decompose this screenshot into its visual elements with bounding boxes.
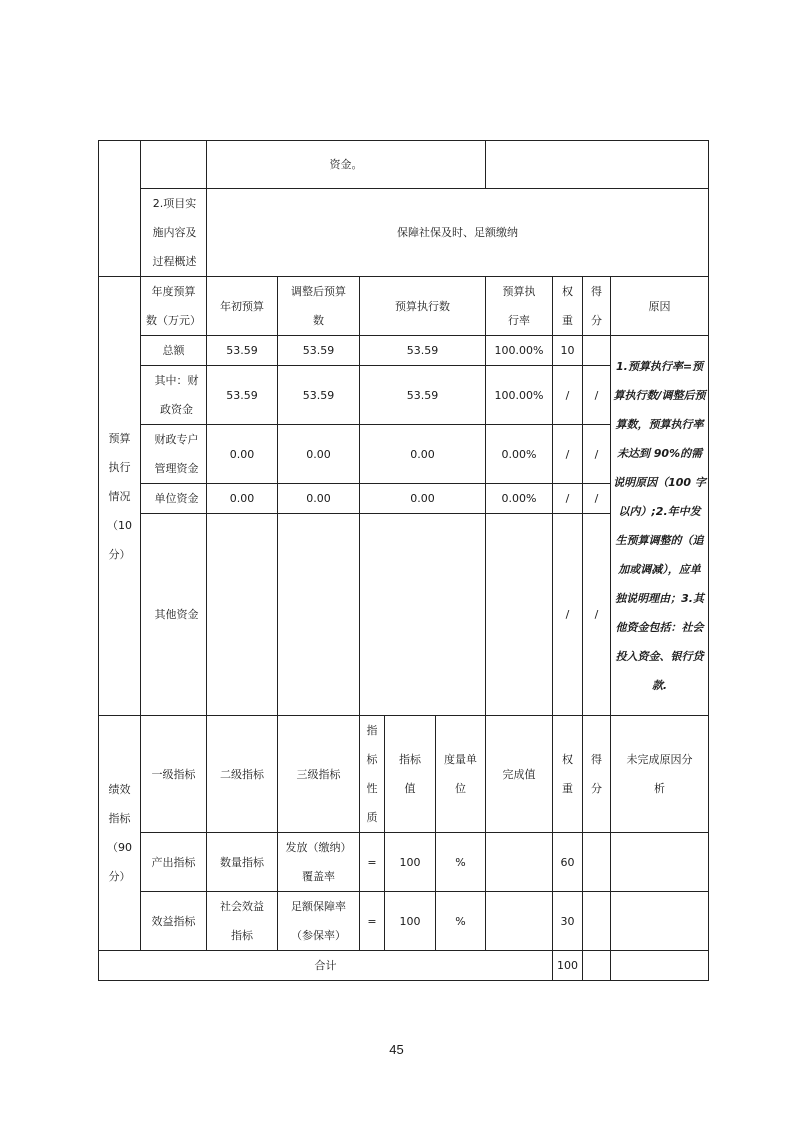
budget-header-row — [99, 277, 709, 336]
continued-text: 资金。 — [207, 141, 486, 189]
header-initial-budget: 年初预算 — [207, 277, 278, 336]
total-score — [583, 951, 611, 981]
budget-row-label: 财政专户 管理资金 — [141, 425, 207, 484]
budget-row-rate: 0.00% — [486, 484, 553, 514]
budget-row-rate: 100.00% — [486, 336, 553, 366]
budget-row — [99, 336, 709, 366]
total-label: 合计 — [99, 951, 553, 981]
header-weight: 权 重 — [553, 716, 583, 833]
budget-row-adjusted: 53.59 — [278, 366, 360, 425]
indicator-value: 100 — [385, 833, 436, 892]
indicator-completed — [486, 833, 553, 892]
indicator-unit: % — [436, 833, 486, 892]
header-annual-budget: 年度预算 数（万元） — [141, 277, 207, 336]
header-level3: 三级指标 — [278, 716, 360, 833]
indicator-score — [583, 892, 611, 951]
indicator-level3: 发放（缴纳） 覆盖率 — [278, 833, 360, 892]
indicator-weight: 30 — [553, 892, 583, 951]
budget-row-adjusted: 0.00 — [278, 425, 360, 484]
budget-row-initial: 0.00 — [207, 425, 278, 484]
budget-row-label: 其他资金 — [141, 514, 207, 716]
header-score: 得 分 — [583, 277, 611, 336]
indicator-row — [99, 833, 709, 892]
budget-row-executed — [360, 514, 486, 716]
total-row — [99, 951, 709, 981]
implementation-label: 2.项目实 施内容及 过程概述 — [141, 189, 207, 277]
header-reason: 原因 — [611, 277, 709, 336]
header-weight: 权 重 — [553, 277, 583, 336]
total-weight: 100 — [553, 951, 583, 981]
indicator-level2: 社会效益 指标 — [207, 892, 278, 951]
header-completed: 完成值 — [486, 716, 553, 833]
budget-row-adjusted — [278, 514, 360, 716]
budget-row-score: / — [583, 484, 611, 514]
empty-label-cell — [141, 141, 207, 189]
header-unit: 度量单 位 — [436, 716, 486, 833]
indicator-nature: = — [360, 833, 385, 892]
header-level2: 二级指标 — [207, 716, 278, 833]
page-number: 45 — [389, 1042, 404, 1057]
header-adjusted-budget: 调整后预算 数 — [278, 277, 360, 336]
budget-row-adjusted: 53.59 — [278, 336, 360, 366]
budget-row-weight: / — [553, 425, 583, 484]
budget-section-label: 预算 执行 情况 （10 分） — [99, 277, 141, 716]
budget-row-label: 其中：财 政资金 — [141, 366, 207, 425]
implementation-text: 保障社保及时、足额缴纳 — [207, 189, 709, 277]
performance-section-label: 绩效 指标 （90 分） — [99, 716, 141, 951]
header-execution-rate: 预算执 行率 — [486, 277, 553, 336]
budget-row-rate: 100.00% — [486, 366, 553, 425]
performance-table — [98, 140, 709, 981]
indicator-weight: 60 — [553, 833, 583, 892]
indicator-row — [99, 892, 709, 951]
indicator-value: 100 — [385, 892, 436, 951]
budget-row-weight: / — [553, 366, 583, 425]
budget-row-initial — [207, 514, 278, 716]
indicator-level1: 效益指标 — [141, 892, 207, 951]
budget-row-executed: 0.00 — [360, 425, 486, 484]
budget-row-score: / — [583, 366, 611, 425]
budget-row-rate: 0.00% — [486, 425, 553, 484]
indicator-reason — [611, 892, 709, 951]
header-score: 得 分 — [583, 716, 611, 833]
continuation-row — [99, 141, 709, 189]
budget-row-adjusted: 0.00 — [278, 484, 360, 514]
budget-row-initial: 53.59 — [207, 366, 278, 425]
budget-row-score — [583, 336, 611, 366]
empty-section-cell — [99, 141, 141, 277]
budget-row-label: 单位资金 — [141, 484, 207, 514]
budget-row-executed: 0.00 — [360, 484, 486, 514]
performance-header-row — [99, 716, 709, 833]
indicator-level3: 足额保障率 （参保率） — [278, 892, 360, 951]
budget-row-initial: 0.00 — [207, 484, 278, 514]
empty-cell — [486, 141, 709, 189]
header-level1: 一级指标 — [141, 716, 207, 833]
budget-row-score: / — [583, 514, 611, 716]
header-nature: 指 标 性 质 — [360, 716, 385, 833]
indicator-unit: % — [436, 892, 486, 951]
header-incomplete-reason: 未完成原因分 析 — [611, 716, 709, 833]
budget-row-weight: 10 — [553, 336, 583, 366]
implementation-row — [99, 189, 709, 277]
total-reason — [611, 951, 709, 981]
indicator-score — [583, 833, 611, 892]
budget-row-weight: / — [553, 484, 583, 514]
indicator-completed — [486, 892, 553, 951]
indicator-nature: = — [360, 892, 385, 951]
budget-row-initial: 53.59 — [207, 336, 278, 366]
budget-row-label: 总额 — [141, 336, 207, 366]
indicator-level2: 数量指标 — [207, 833, 278, 892]
header-executed: 预算执行数 — [360, 277, 486, 336]
header-value: 指标 值 — [385, 716, 436, 833]
indicator-level1: 产出指标 — [141, 833, 207, 892]
budget-row-weight: / — [553, 514, 583, 716]
budget-row-score: / — [583, 425, 611, 484]
indicator-reason — [611, 833, 709, 892]
budget-reason-note: 1.预算执行率=预算执行数/调整后预算数，预算执行率未达到 90%的需说明原因（100 字以内）;2.年中发生预算调整的（追加或调减），应单独说明理由；3.其他资金包括：社会投入资金、银行贷款. — [611, 336, 709, 716]
budget-row-rate — [486, 514, 553, 716]
budget-row-executed: 53.59 — [360, 366, 486, 425]
budget-row-executed: 53.59 — [360, 336, 486, 366]
